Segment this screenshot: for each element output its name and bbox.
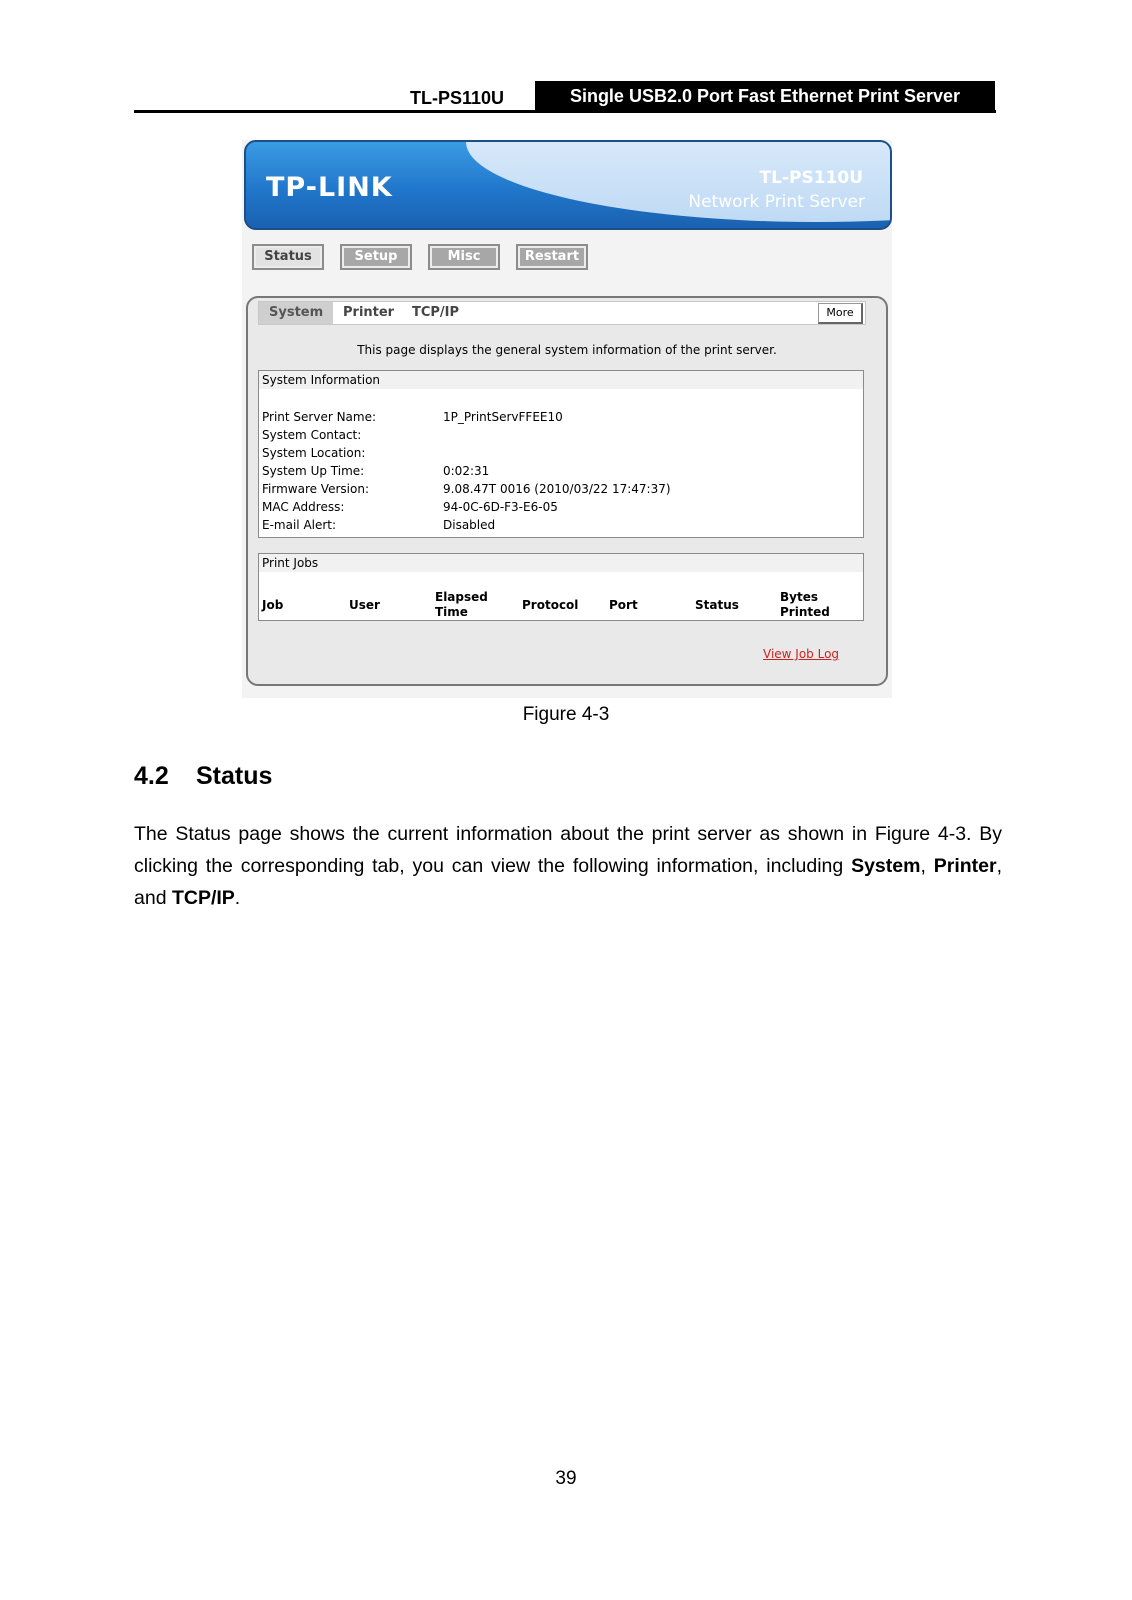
setup-button[interactable]: Setup: [340, 244, 412, 270]
status-panel: [246, 296, 888, 686]
view-job-log-link[interactable]: View Job Log: [763, 647, 840, 661]
figure-caption: Figure 4-3: [522, 704, 610, 725]
sys-value: 1P_PrintServFFEE10: [443, 410, 563, 424]
header-model: TL-PS110U: [410, 88, 505, 108]
tp-link-logo: TP-LINK: [266, 172, 393, 203]
column-header: Bytes Printed: [780, 590, 830, 619]
column-header: Status: [695, 598, 739, 612]
tab-printer[interactable]: Printer: [343, 305, 395, 320]
column-header: Protocol: [522, 598, 579, 612]
term-system: System: [851, 855, 921, 877]
header-rule: [134, 110, 996, 113]
status-page-figure: [242, 140, 892, 698]
page-description: This page displays the general system information of the print server.: [357, 343, 777, 357]
sys-label: E-mail Alert:: [262, 518, 337, 532]
column-header: Port: [609, 598, 638, 612]
banner-model: TL-PS110U: [759, 168, 863, 188]
column-header: Job: [262, 598, 284, 612]
status-button[interactable]: Status: [252, 244, 324, 270]
term-printer: Printer: [933, 855, 997, 877]
separator: , and: [134, 855, 1002, 909]
sys-label: System Location:: [262, 446, 366, 460]
sys-label: System Contact:: [262, 428, 362, 442]
header-title: Single USB2.0 Port Fast Ethernet Print Server: [535, 81, 995, 111]
print-jobs-title: Print Jobs: [259, 554, 863, 572]
print-jobs-box: [258, 553, 864, 621]
page-number: 39: [555, 1468, 577, 1489]
system-information-box: [258, 370, 864, 538]
tab-tcpip[interactable]: TCP/IP: [412, 305, 460, 320]
system-information-title: System Information: [259, 371, 863, 389]
tab-system[interactable]: System: [259, 302, 333, 324]
section-title: Status: [196, 762, 273, 790]
body-paragraph: [134, 818, 1002, 914]
misc-button[interactable]: Misc: [428, 244, 500, 270]
sys-value: Disabled: [443, 518, 496, 532]
sentence-end: .: [234, 887, 241, 909]
sys-label: Firmware Version:: [262, 482, 369, 496]
banner: [244, 140, 892, 230]
paragraph-text: The Status page shows the current information about the print server as shown in Figure 4-3. By clicking the corresponding tab, you can view the following information, including: [134, 823, 1002, 877]
sys-value: 9.08.47T 0016 (2010/03/22 17:47:37): [443, 482, 671, 496]
sys-value: 0:02:31: [443, 464, 490, 478]
separator: ,: [920, 855, 934, 877]
tab-bar: [258, 301, 866, 325]
restart-button[interactable]: Restart: [516, 244, 588, 270]
banner-subtitle: Network Print Server: [688, 192, 865, 212]
column-header: Elapsed Time: [435, 590, 488, 619]
column-header: User: [349, 598, 380, 612]
sys-label: MAC Address:: [262, 500, 345, 514]
sys-label: Print Server Name:: [262, 410, 377, 424]
sys-value: 94-0C-6D-F3-E6-05: [443, 500, 558, 514]
term-tcpip: TCP/IP: [171, 887, 235, 909]
section-number: 4.2: [134, 762, 169, 790]
more-button[interactable]: More: [818, 303, 863, 324]
sys-label: System Up Time:: [262, 464, 365, 478]
